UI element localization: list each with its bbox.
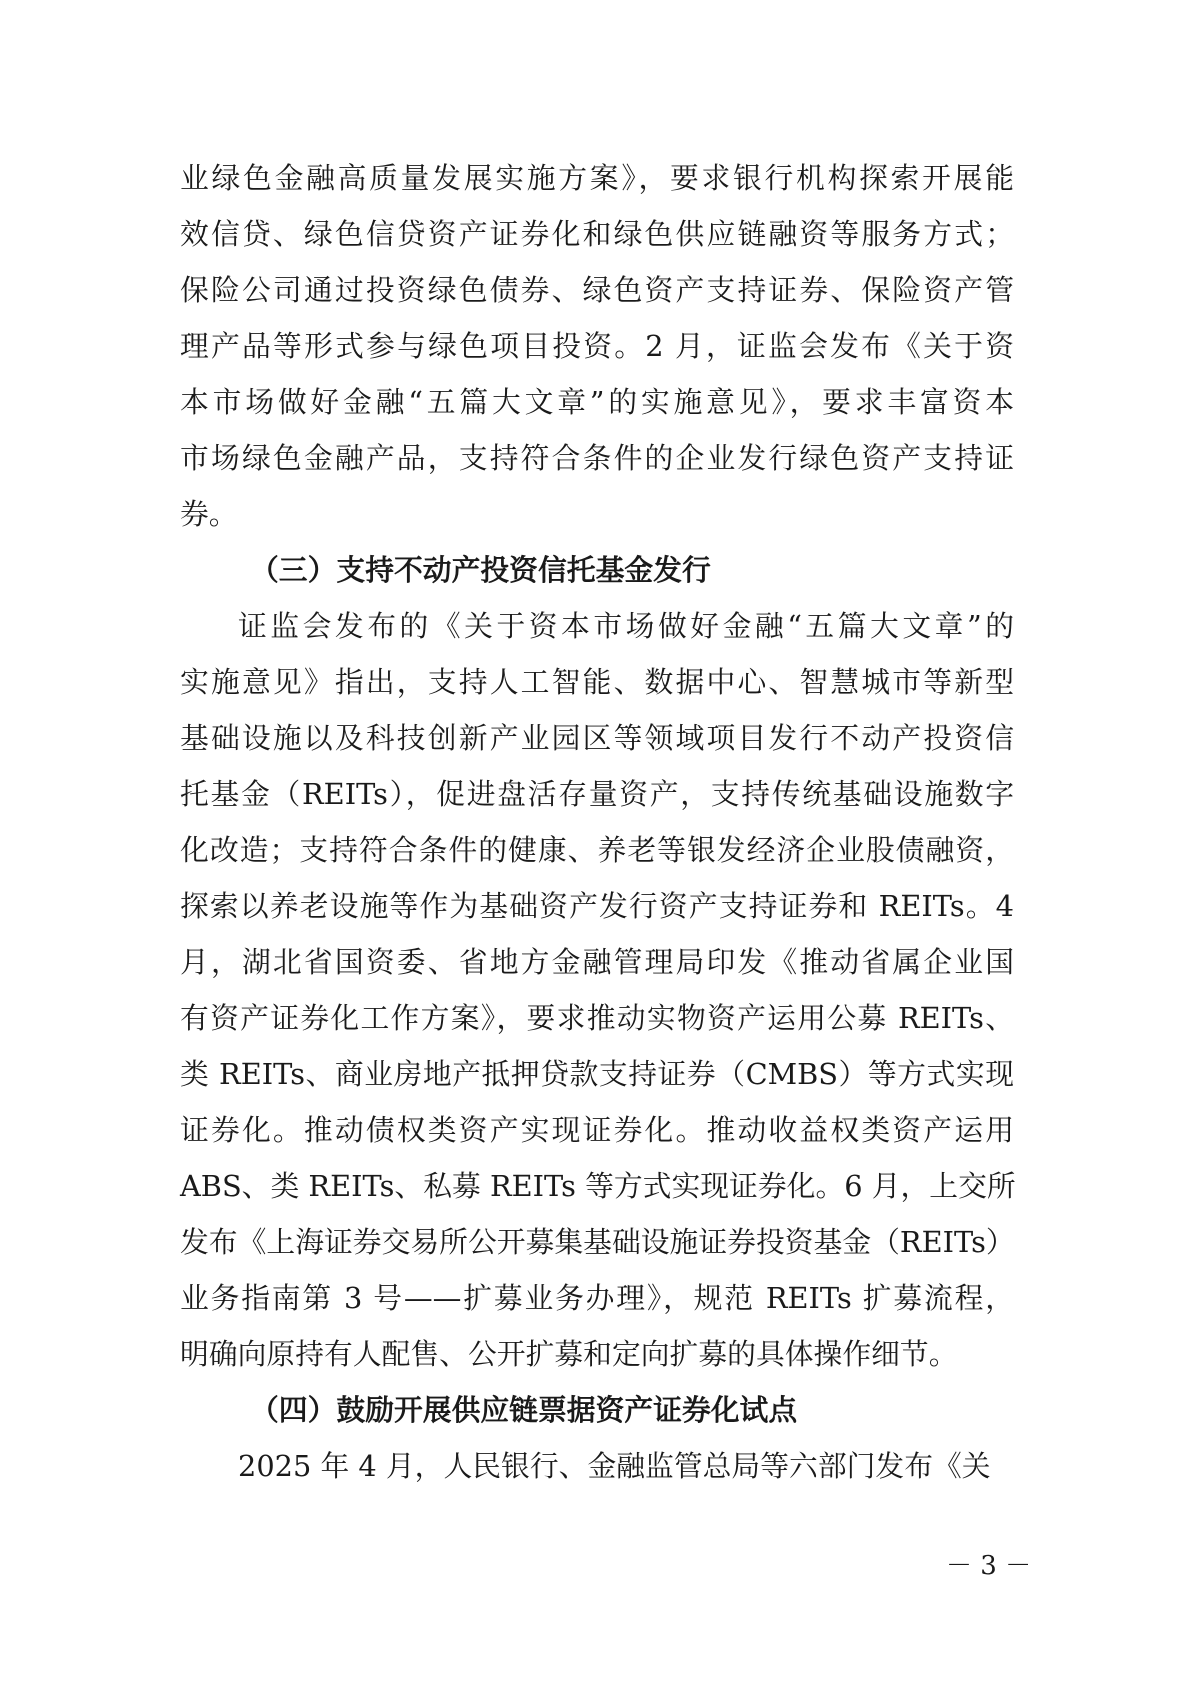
body-line: 证券化。推动债权类资产实现证券化。推动收益权类资产运用 (180, 1113, 1014, 1147)
body-line: ABS、类 REITs、私募 REITs 等方式实现证券化。6 月，上交所 (180, 1169, 1016, 1203)
body-line: 类 REITs、商业房地产抵押贷款支持证券（CMBS）等方式实现 (180, 1057, 1014, 1091)
body-line: 业绿色金融高质量发展实施方案》，要求银行机构探索开展能 (180, 161, 1014, 195)
section-heading: （四）鼓励开展供应链票据资产证券化试点 (250, 1393, 798, 1427)
page-number: － 3 － (946, 1551, 1032, 1581)
body-line: 月，湖北省国资委、省地方金融管理局印发《推动省属企业国 (180, 945, 1014, 979)
body-line: 市场绿色金融产品，支持符合条件的企业发行绿色资产支持证 (180, 441, 1014, 475)
body-line: 券。 (180, 497, 238, 531)
body-line: 化改造；支持符合条件的健康、养老等银发经济企业股债融资， (180, 833, 1014, 867)
body-line: 理产品等形式参与绿色项目投资。2 月，证监会发布《关于资 (180, 329, 1014, 363)
section-heading: （三）支持不动产投资信托基金发行 (250, 553, 711, 587)
body-line: 有资产证券化工作方案》，要求推动实物资产运用公募 REITs、 (180, 1001, 1014, 1035)
body-line: 证监会发布的《关于资本市场做好金融“五篇大文章”的 (238, 609, 1014, 643)
body-line: 效信贷、绿色信贷资产证券化和绿色供应链融资等服务方式； (180, 217, 1014, 251)
document-body (180, 150, 1014, 1494)
body-line: 实施意见》指出，支持人工智能、数据中心、智慧城市等新型 (180, 665, 1014, 699)
body-line: 基础设施以及科技创新产业园区等领域项目发行不动产投资信 (180, 721, 1014, 755)
body-line: 托基金（REITs），促进盘活存量资产，支持传统基础设施数字 (180, 777, 1014, 811)
body-line: 发布《上海证券交易所公开募集基础设施证券投资基金（REITs） (180, 1225, 1015, 1259)
body-line: 探索以养老设施等作为基础资产发行资产支持证券和 REITs。4 (180, 889, 1014, 923)
body-line: 明确向原持有人配售、公开扩募和定向扩募的具体操作细节。 (180, 1337, 958, 1371)
body-line: 业务指南第 3 号——扩募业务办理》，规范 REITs 扩募流程， (180, 1281, 1014, 1315)
body-line: 保险公司通过投资绿色债券、绿色资产支持证券、保险资产管 (180, 273, 1014, 307)
body-line: 2025 年 4 月，人民银行、金融监管总局等六部门发布《关 (238, 1449, 991, 1483)
body-line: 本市场做好金融“五篇大文章”的实施意见》，要求丰富资本 (180, 385, 1014, 419)
